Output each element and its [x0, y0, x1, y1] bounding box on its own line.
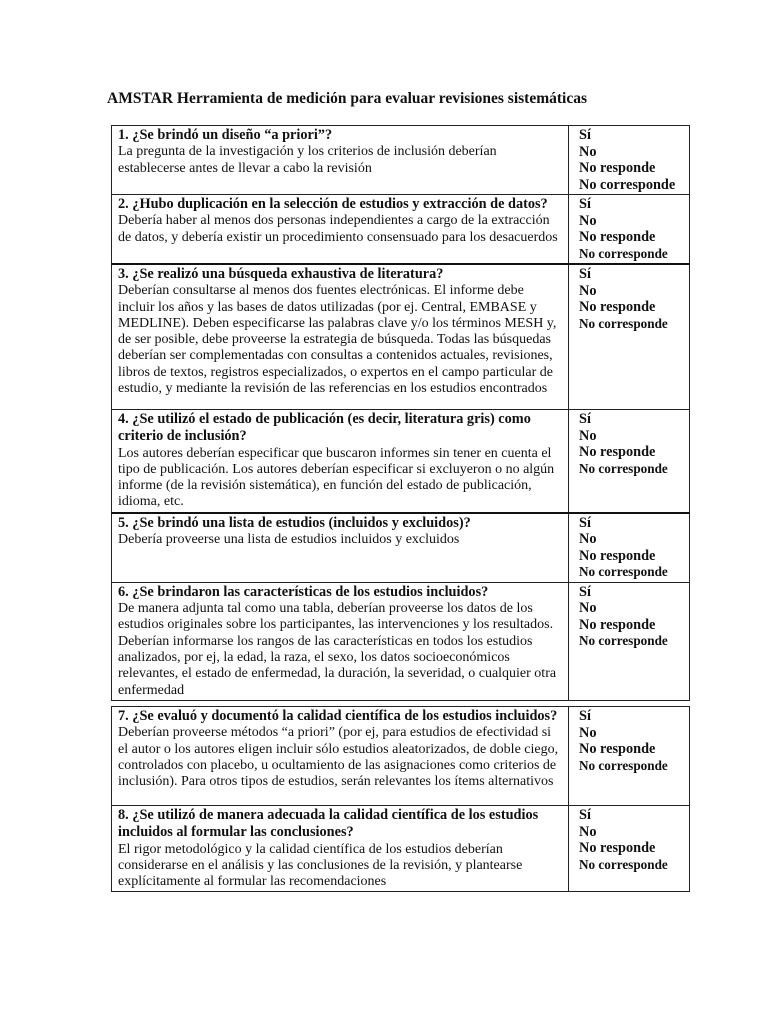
question-title: 4. ¿Se utilizó el estado de publicación (es decir, literatura gris) como criterio de inclusión? — [118, 411, 531, 445]
question-title: 6. ¿Se brindaron las características de los estudios incluidos? — [118, 583, 489, 600]
option-no-corresponde: No corresponde — [579, 245, 668, 261]
question-cell — [112, 195, 569, 265]
question-description: Debería haber al menos dos personas independientes a cargo de la extracción de datos, y debería existir un procedimiento consensuado para los desacuerdos — [118, 213, 558, 245]
option-no: No — [579, 427, 597, 444]
option-si: Sí — [579, 583, 591, 600]
option-no-corresponde: No corresponde — [579, 460, 668, 476]
answer-options — [569, 195, 690, 265]
option-no-responde: No responde — [579, 616, 656, 633]
answer-options — [569, 582, 690, 700]
answer-options — [569, 264, 690, 410]
question-description: Debería proveerse una lista de estudios incluidos y excluidos — [118, 532, 460, 548]
question-title: 2. ¿Hubo duplicación en la selección de estudios y extracción de datos? — [118, 196, 548, 212]
question-description: Los autores deberían especificar que buscaron informes sin tener en cuenta el tipo de publicación. Los autores deberían especificar si excluyeron o no algún informe (de la revisión sistemática), en función del estado de publicación, idioma, etc. — [118, 445, 555, 510]
option-no: No — [579, 724, 597, 741]
question-cell — [112, 126, 569, 195]
answer-options — [569, 707, 690, 806]
option-si: Sí — [579, 807, 591, 823]
question-title: 7. ¿Se evaluó y documentó la calidad científica de los estudios incluidos? — [118, 708, 558, 724]
question-title: 5. ¿Se brindó una lista de estudios (incluidos y excluidos)? — [118, 514, 471, 531]
option-no-responde: No responde — [579, 160, 656, 176]
option-no-corresponde: No corresponde — [579, 757, 668, 773]
option-no-responde: No responde — [579, 741, 656, 757]
option-no: No — [579, 212, 597, 229]
option-no-responde: No responde — [579, 229, 656, 245]
question-cell — [112, 707, 569, 806]
question-title: 1. ¿Se brindó un diseño “a priori”? — [118, 127, 333, 143]
option-no-corresponde: No corresponde — [579, 564, 668, 580]
question-description: Deberían proveerse métodos “a priori” (por ej, para estudios de efectividad si el autor o los autores eligen incluir sólo estudios aleatorizados, de doble ciego, controlados con placebo, u ocultamiento de las asignaciones como criterios de inclusión). Para otros tipos de estudios, serán relevantes los ítems alternativos — [118, 725, 559, 790]
question-cell — [112, 582, 569, 700]
question-description: La pregunta de la investigación y los criterios de inclusión deberían establecerse antes de llevar a cabo la revisión — [118, 144, 497, 176]
option-no-corresponde: No corresponde — [579, 315, 668, 331]
table-row — [112, 264, 690, 410]
document-title: AMSTAR Herramienta de medición para evaluar revisiones sistemáticas — [107, 90, 588, 107]
option-no-responde: No responde — [579, 299, 656, 315]
option-si: Sí — [579, 411, 591, 427]
option-no: No — [579, 600, 597, 617]
table-row — [112, 513, 690, 583]
option-si: Sí — [579, 514, 591, 531]
table-row — [112, 582, 690, 700]
option-no-responde: No responde — [579, 547, 656, 564]
table-row — [112, 806, 690, 892]
option-no-corresponde: No corresponde — [579, 856, 668, 872]
option-no-corresponde: No corresponde — [579, 633, 668, 649]
option-no-corresponde: No corresponde — [579, 176, 676, 193]
option-no: No — [579, 823, 597, 840]
question-cell — [112, 264, 569, 410]
option-si: Sí — [579, 196, 591, 212]
option-no-responde: No responde — [579, 444, 656, 460]
answer-options — [569, 513, 690, 583]
option-si: Sí — [579, 266, 591, 282]
option-si: Sí — [579, 127, 591, 143]
option-no: No — [579, 143, 597, 160]
option-no-responde: No responde — [579, 840, 656, 856]
table-row — [112, 126, 690, 195]
option-no: No — [579, 282, 597, 299]
question-description: El rigor metodológico y la calidad científica de los estudios deberían considerarse en el análisis y las conclusiones de la revisión, y plantearse explícitamente al formular las recomendaciones — [118, 841, 523, 890]
amstar-table-2 — [111, 706, 690, 892]
question-cell — [112, 806, 569, 892]
question-title: 8. ¿Se utilizó de manera adecuada la calidad científica de los estudios incluidos al formular las conclusiones? — [118, 807, 539, 841]
answer-options — [569, 410, 690, 513]
option-si: Sí — [579, 708, 591, 724]
question-description: De manera adjunta tal como una tabla, deberían proveerse los datos de los estudios originales sobre los participantes, las intervenciones y los resultados. Deberían informarse los rangos de las características en todos los estudios analizados, por ej, la edad, la raza, el sexo, los datos socioeconómicos relevantes, el estado de enfermedad, la duración, la severidad, o cualquier otra enfermedad — [118, 601, 557, 698]
question-description: Deberían consultarse al menos dos fuentes electrónicas. El informe debe incluir los años y las bases de datos utilizadas (por ej. Central, EMBASE y MEDLINE). Deben especificarse las palabras clave y/o los términos MESH y, de ser posible, debe proveerse la estrategia de búsqueda. Todas las búsquedas deberían ser complementadas con consultas a contenidos actuales, revisiones, libros de textos, registros especializados, o expertos en el campo particular de estudio, y mediante la revisión de las referencias en los estudios encontrados — [118, 283, 557, 397]
question-title: 3. ¿Se realizó una búsqueda exhaustiva de literatura? — [118, 266, 444, 282]
table-row — [112, 410, 690, 513]
amstar-table-1 — [111, 125, 690, 701]
option-no: No — [579, 531, 597, 548]
table-row — [112, 195, 690, 265]
table-row — [112, 707, 690, 806]
answer-options — [569, 806, 690, 892]
question-cell — [112, 513, 569, 583]
question-cell — [112, 410, 569, 513]
answer-options — [569, 126, 690, 195]
